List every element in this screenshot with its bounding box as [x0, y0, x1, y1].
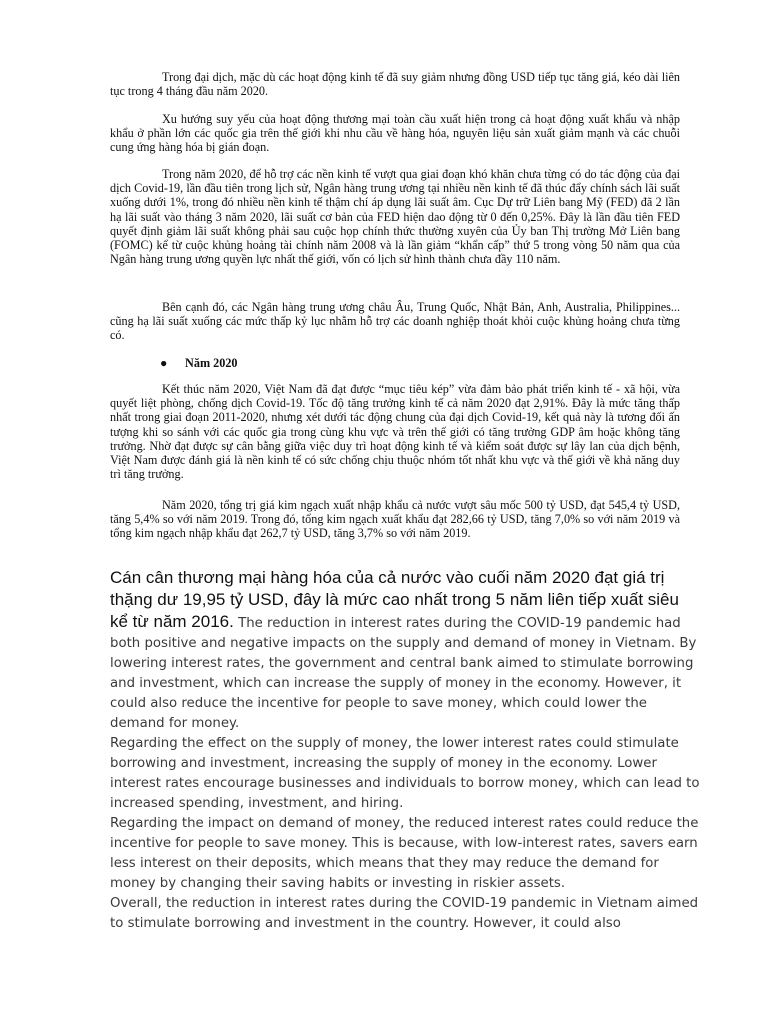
paragraph-trade-weakening: Xu hướng suy yếu của hoạt động thương mại toàn cầu xuất hiện trong cả hoạt động xuất khẩu và nhập khẩu ở phần lớn các quốc gia trên thế giới khi nhu cầu về hàng hóa, nguyên liệu sản xuất giảm mạnh và các chuỗi cung ứng hàng hóa bị gián đoạn. [110, 112, 680, 155]
paragraph-usd: Trong đại dịch, mặc dù các hoạt động kinh tế đã suy giảm nhưng đồng USD tiếp tục tăng giá, kéo dài liên tục trong 4 tháng đầu năm 2020. [110, 70, 680, 99]
paragraph-vietnam-2020: Kết thúc năm 2020, Việt Nam đã đạt được “mục tiêu kép” vừa đảm bảo phát triển kinh tế - xã hội, vừa quyết liệt phòng, chống dịch Covid-19. Tốc độ tăng trưởng kinh tế cả năm 2020 đạt 2,91%. Đây là mức tăng thấp nhất trong giai đoạn 2011-2020, nhưng xét dưới tác động chung của đại dịch Covid-19, kết quả này là tương đối ấn tượng khi so sánh với các quốc gia trong cùng khu vực và trên thế giới có tăng trưởng GDP âm hoặc không tăng trưởng. Nhờ đạt được sự cân bằng giữa việc duy trì hoạt động kinh tế và kiểm soát được sự lây lan của dịch bệnh, Việt Nam được đánh giá là nền kinh tế có sức chống chịu thuộc nhóm tốt nhất khu vực và thế giới về khả năng duy trì tăng trưởng. [110, 382, 680, 482]
answer-block [110, 568, 700, 934]
answer-paragraph-3: Regarding the impact on demand of money, the reduced interest rates could reduce the incentive for people to save money. This is because, with low-interest rates, savers earn less interest on their deposits, which means that they may reduce the demand for money by changing their saving habits or investing in riskier assets. [110, 816, 699, 891]
paragraph-central-banks: Bên cạnh đó, các Ngân hàng trung ương châu Âu, Trung Quốc, Nhật Bản, Anh, Australia, Philippines... cũng hạ lãi suất xuống các mức thấp kỷ lục nhằm hỗ trợ các doanh nghiệp thoát khỏi cuộc khủng hoảng chưa từng có. [110, 300, 680, 343]
paragraph-import-export: Năm 2020, tổng trị giá kim ngạch xuất nhập khẩu cả nước vượt sâu mốc 500 tỷ USD, đạt 545,4 tỷ USD, tăng 5,4% so với năm 2019. Trong đó, tổng kim ngạch xuất khẩu đạt 282,66 tỷ USD, tăng 7,0% so với năm 2019 và tổng kim ngạch nhập khẩu đạt 262,7 tỷ USD, tăng 3,7% so với năm 2019. [110, 498, 680, 541]
answer-paragraph-2: Regarding the effect on the supply of money, the lower interest rates could stimulate borrowing and investment, increasing the supply of money in the economy. Lower interest rates encourage businesses and individuals to borrow money, which can lead to increased spending, investment, and hiring. [110, 736, 700, 811]
bullet-dot-icon: ● [160, 356, 168, 370]
answer-paragraph-1-text: The reduction in interest rates during the COVID-19 pandemic had both positive and negative impacts on the supply and demand of money in Vietnam. By lowering interest rates, the government and central bank aimed to stimulate borrowing and investment, which can increase the supply of money in the economy. However, it could also reduce the incentive for people to save money, which could lower the demand for money. [110, 616, 697, 731]
bullet-heading [160, 356, 238, 371]
bullet-heading-label: Năm 2020 [185, 356, 238, 370]
trade-balance-lead: Cán cân thương mại hàng hóa của cả nước vào cuối năm 2020 đạt giá trị thặng dư 19,95 tỷ USD, đây là mức cao nhất trong 5 năm liên tiếp xuất siêu kể từ năm 2016. [110, 568, 679, 631]
paragraph-interest-rates: Trong năm 2020, để hỗ trợ các nền kinh tế vượt qua giai đoạn khó khăn chưa từng có do tác động của đại dịch Covid-19, lần đầu tiên trong lịch sử, Ngân hàng trung ương tại nhiều nền kinh tế đã thúc đẩy chính sách lãi suất xuống dưới 1%, trong đó nhiều nền kinh tế thậm chí áp dụng lãi suất âm. Cục Dự trữ Liên bang Mỹ (FED) đã 2 lần hạ lãi suất vào tháng 3 năm 2020, lãi suất cơ bản của FED hiện dao động từ 0 đến 0,25%. Đây là lần đầu tiên FED quyết định giảm lãi suất không phải sau cuộc họp chính thức thường xuyên của Ủy ban Thị trường Mở Liên bang (FOMC) kể từ cuộc khủng hoảng tài chính năm 2008 và là lần giảm “khẩn cấp” thứ 5 trong vòng 50 năm qua của Ngân hàng trung ương quyền lực nhất thế giới, vốn có lịch sử hình thành chưa đầy 110 năm. [110, 167, 680, 267]
answer-paragraph-1 [110, 568, 700, 734]
answer-paragraph-4: Overall, the reduction in interest rates during the COVID-19 pandemic in Vietnam aimed to stimulate borrowing and investment in the country. However, it could also [110, 896, 699, 931]
